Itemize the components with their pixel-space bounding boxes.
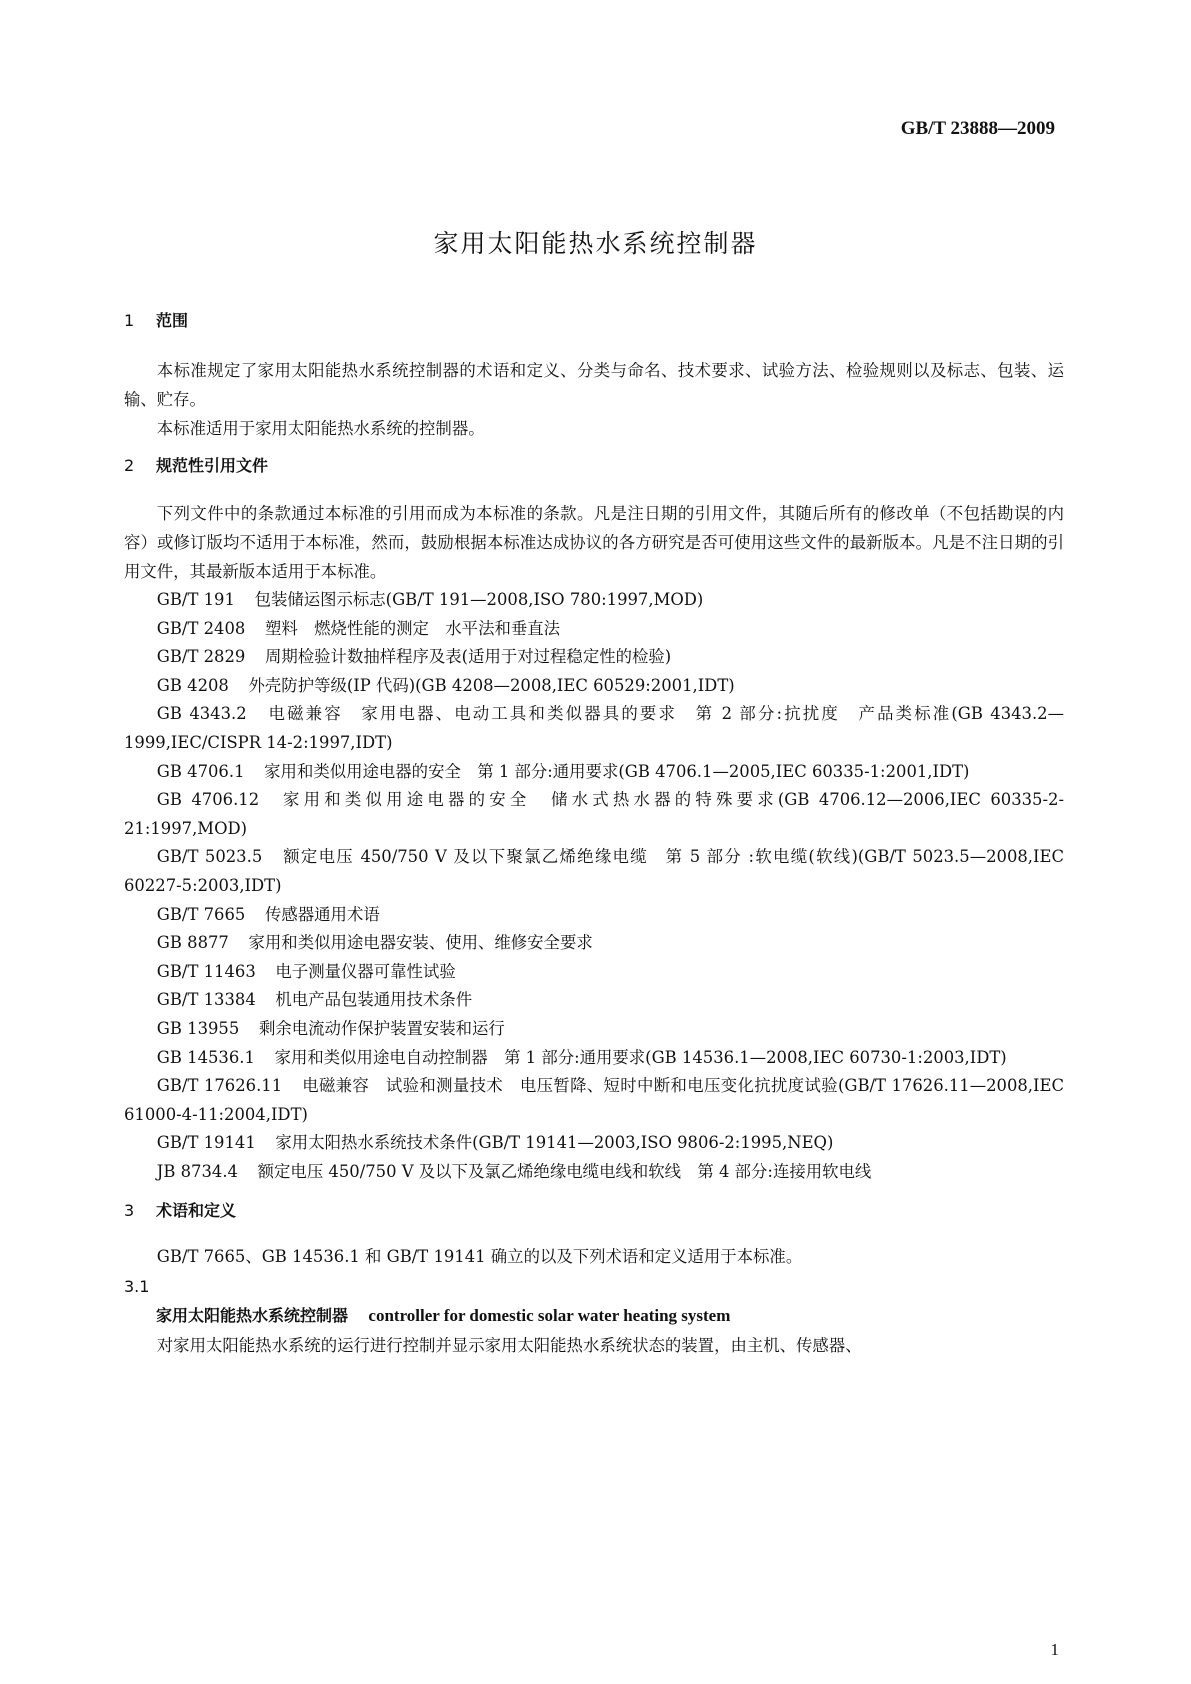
- reference-title: 机电产品包装通用技术条件: [275, 990, 473, 1010]
- reference-title: 家用和类似用途电自动控制器 第 1 部分:通用要求(GB 14536.1—2008,IEC 60730-1:2003,IDT): [274, 1047, 1007, 1067]
- reference-title: 家用和类似用途电器安装、使用、维修安全要求: [248, 933, 593, 953]
- reference-title: 传感器通用术语: [265, 904, 380, 924]
- reference-item: [124, 615, 1064, 644]
- document-title: 家用太阳能热水系统控制器: [433, 229, 758, 258]
- section-number: 3: [124, 1201, 135, 1221]
- reference-code: JB 8734.4: [156, 1161, 238, 1181]
- section-2-heading: [124, 451, 1064, 481]
- reference-title: 额定电压 450/750 V 及以下及氯乙烯绝缘电缆电线和软线 第 4 部分:连接用软电线: [257, 1161, 872, 1181]
- reference-item: [124, 958, 1064, 987]
- reference-code: GB/T 2829: [156, 647, 246, 667]
- reference-title: 家用太阳热水系统技术条件(GB/T 19141—2003,ISO 9806-2:1995,NEQ): [275, 1133, 834, 1153]
- paragraph: 下列文件中的条款通过本标准的引用而成为本标准的条款。凡是注日期的引用文件，其随后所有的修改单（不包括勘误的内容）或修订版均不适用于本标准，然而，鼓励根据本标准达成协议的各方研究是否可使用这些文件的最新版本。凡是不注日期的引用文件，其最新版本适用于本标准。: [124, 504, 1064, 581]
- section-3-body: [124, 1242, 1064, 1360]
- reference-title: 外壳防护等级(IP 代码)(GB 4208—2008,IEC 60529:2001,IDT): [248, 675, 735, 695]
- reference-code: GB/T 7665: [156, 904, 246, 924]
- reference-code: GB 13955: [156, 1018, 240, 1038]
- term-definition: 对家用太阳能热水系统的运行进行控制并显示家用太阳能热水系统状态的装置，由主机、传感器、: [156, 1336, 862, 1356]
- reference-code: GB 8877: [156, 933, 229, 953]
- reference-code: GB/T 13384: [156, 990, 256, 1010]
- reference-title: 电磁兼容 试验和测量技术 电压暂降、短时中断和电压变化抗扰度试验(GB/T 17626.11—2008,IEC 61000-4-11:2004,IDT): [124, 1076, 1065, 1124]
- section-1-heading: [124, 306, 1064, 336]
- reference-code: GB/T 2408: [156, 618, 246, 638]
- reference-item: [124, 643, 1064, 672]
- reference-title: 额定电压 450/750 V 及以下聚氯乙烯绝缘电缆 第 5 部分 :软电缆(软线)(GB/T 5023.5—2008,IEC 60227-5:2003,IDT): [124, 847, 1064, 895]
- term-english: controller for domestic solar water heating system: [368, 1306, 731, 1326]
- reference-code: GB 4706.12: [156, 790, 260, 810]
- reference-item: [124, 1072, 1064, 1129]
- reference-title: 家用和类似用途电器的安全 第 1 部分:通用要求(GB 4706.1—2005,IEC 60335-1:2001,IDT): [264, 761, 970, 781]
- reference-item: [124, 986, 1064, 1015]
- reference-code: GB/T 17626.11: [156, 1076, 283, 1096]
- reference-title: 电磁兼容 家用电器、电动工具和类似器具的要求 第 2 部分:抗扰度 产品类标准(GB 4343.2—1999,IEC/CISPR 14-2:1997,IDT): [124, 704, 1065, 752]
- section-number: 1: [124, 311, 135, 330]
- page-number: 1: [1050, 1640, 1059, 1659]
- reference-code: GB/T 19141: [156, 1133, 256, 1153]
- reference-item: [124, 586, 1064, 615]
- clause-number: 3.1: [124, 1277, 150, 1297]
- reference-item: [124, 843, 1064, 900]
- section-2-body: [124, 499, 1064, 1186]
- reference-item: [124, 758, 1064, 787]
- section-number: 2: [124, 456, 135, 475]
- reference-item: [124, 1044, 1064, 1073]
- reference-item: [124, 929, 1064, 958]
- standard-number: GB/T 23888—2009: [900, 118, 1055, 139]
- reference-item: [124, 1158, 1064, 1187]
- document-body: [124, 300, 1064, 1360]
- reference-code: GB 14536.1: [156, 1047, 255, 1067]
- reference-item: [124, 901, 1064, 930]
- reference-code: GB/T 5023.5: [156, 847, 263, 867]
- reference-title: 包装储运图示标志(GB/T 191—2008,ISO 780:1997,MOD): [254, 590, 704, 609]
- section-title: 规范性引用文件: [156, 456, 269, 475]
- paragraph: 本标准适用于家用太阳能热水系统的控制器。: [156, 419, 485, 438]
- paragraph: GB/T 7665、GB 14536.1 和 GB/T 19141 确立的以及下列术语和定义适用于本标准。: [156, 1247, 803, 1267]
- section-title: 范围: [156, 311, 189, 330]
- term-chinese: 家用太阳能热水系统控制器: [156, 1306, 349, 1326]
- reference-code: GB/T 191: [156, 590, 235, 609]
- section-1-body: [124, 356, 1064, 443]
- section-3-heading: [124, 1196, 1064, 1226]
- reference-item: [124, 672, 1064, 701]
- reference-title: 周期检验计数抽样程序及表(适用于对过程稳定性的检验): [265, 647, 672, 667]
- reference-title: 电子测量仪器可靠性试验: [275, 961, 456, 981]
- normative-reference-list: [124, 586, 1064, 1186]
- section-title: 术语和定义: [156, 1201, 237, 1221]
- reference-code: GB 4208: [156, 675, 229, 695]
- term-entry: [124, 1301, 1064, 1331]
- reference-item: [124, 1129, 1064, 1158]
- reference-code: GB/T 11463: [156, 961, 256, 981]
- reference-code: GB 4343.2: [156, 704, 247, 724]
- paragraph: 本标准规定了家用太阳能热水系统控制器的术语和定义、分类与命名、技术要求、试验方法、检验规则以及标志、包装、运输、贮存。: [124, 361, 1064, 409]
- reference-title: 剩余电流动作保护装置安装和运行: [258, 1018, 505, 1038]
- reference-title: 家用和类似用途电器的安全 储水式热水器的特殊要求(GB 4706.12—2006,IEC 60335-2-21:1997,MOD): [124, 790, 1064, 838]
- reference-item: [124, 700, 1064, 757]
- reference-item: [124, 786, 1064, 843]
- reference-item: [124, 1015, 1064, 1044]
- reference-code: GB 4706.1: [156, 761, 245, 781]
- reference-title: 塑料 燃烧性能的测定 水平法和垂直法: [265, 618, 561, 638]
